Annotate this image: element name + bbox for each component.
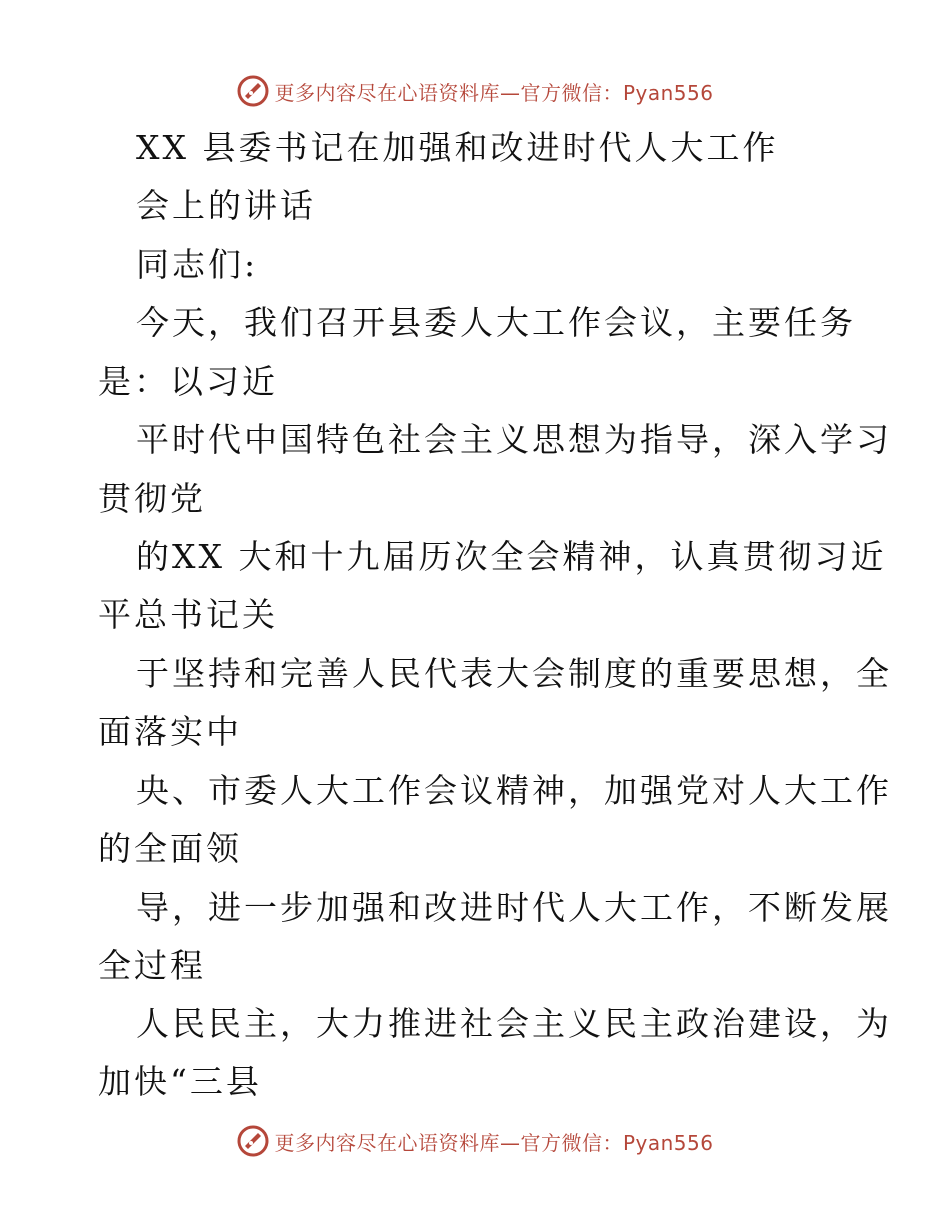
paragraph-line: 加快“三县 xyxy=(98,1062,262,1101)
paragraph-line: 今天，我们召开县委人大工作会议，主要任务 xyxy=(136,303,856,342)
banner-text: 更多内容尽在心语资料库—官方微信：Pyan556 xyxy=(274,1130,714,1155)
paragraph-line: 是：以习近 xyxy=(98,362,278,401)
footer-banner xyxy=(0,1121,950,1161)
header-banner xyxy=(0,71,950,111)
logo-icon xyxy=(236,1124,270,1158)
banner-text: 更多内容尽在心语资料库—官方微信：Pyan556 xyxy=(274,80,714,105)
title-line-1: XX 县委书记在加强和改进时代人大工作 xyxy=(136,128,779,167)
logo-icon xyxy=(236,74,270,108)
paragraph-line: 贯彻党 xyxy=(98,479,206,518)
paragraph-line: 于坚持和完善人民代表大会制度的重要思想，全 xyxy=(136,654,892,693)
paragraph-line: 人民民主，大力推进社会主义民主政治建设，为 xyxy=(136,1004,892,1043)
salutation: 同志们: xyxy=(136,245,259,284)
paragraph-line: 的全面领 xyxy=(98,829,242,868)
paragraph-line: 导，进一步加强和改进时代人大工作，不断发展 xyxy=(136,888,892,927)
paragraph-line: 面落实中 xyxy=(98,712,242,751)
paragraph-line: 全过程 xyxy=(98,946,206,985)
paragraph-line: 的XX 大和十九届历次全会精神，认真贯彻习近 xyxy=(136,537,887,576)
title-line-2: 会上的讲话 xyxy=(136,186,316,225)
paragraph-line: 央、市委人大工作会议精神，加强党对人大工作 xyxy=(136,771,892,810)
paragraph-line: 平时代中国特色社会主义思想为指导，深入学习 xyxy=(136,420,892,459)
paragraph-line: 平总书记关 xyxy=(98,595,278,634)
